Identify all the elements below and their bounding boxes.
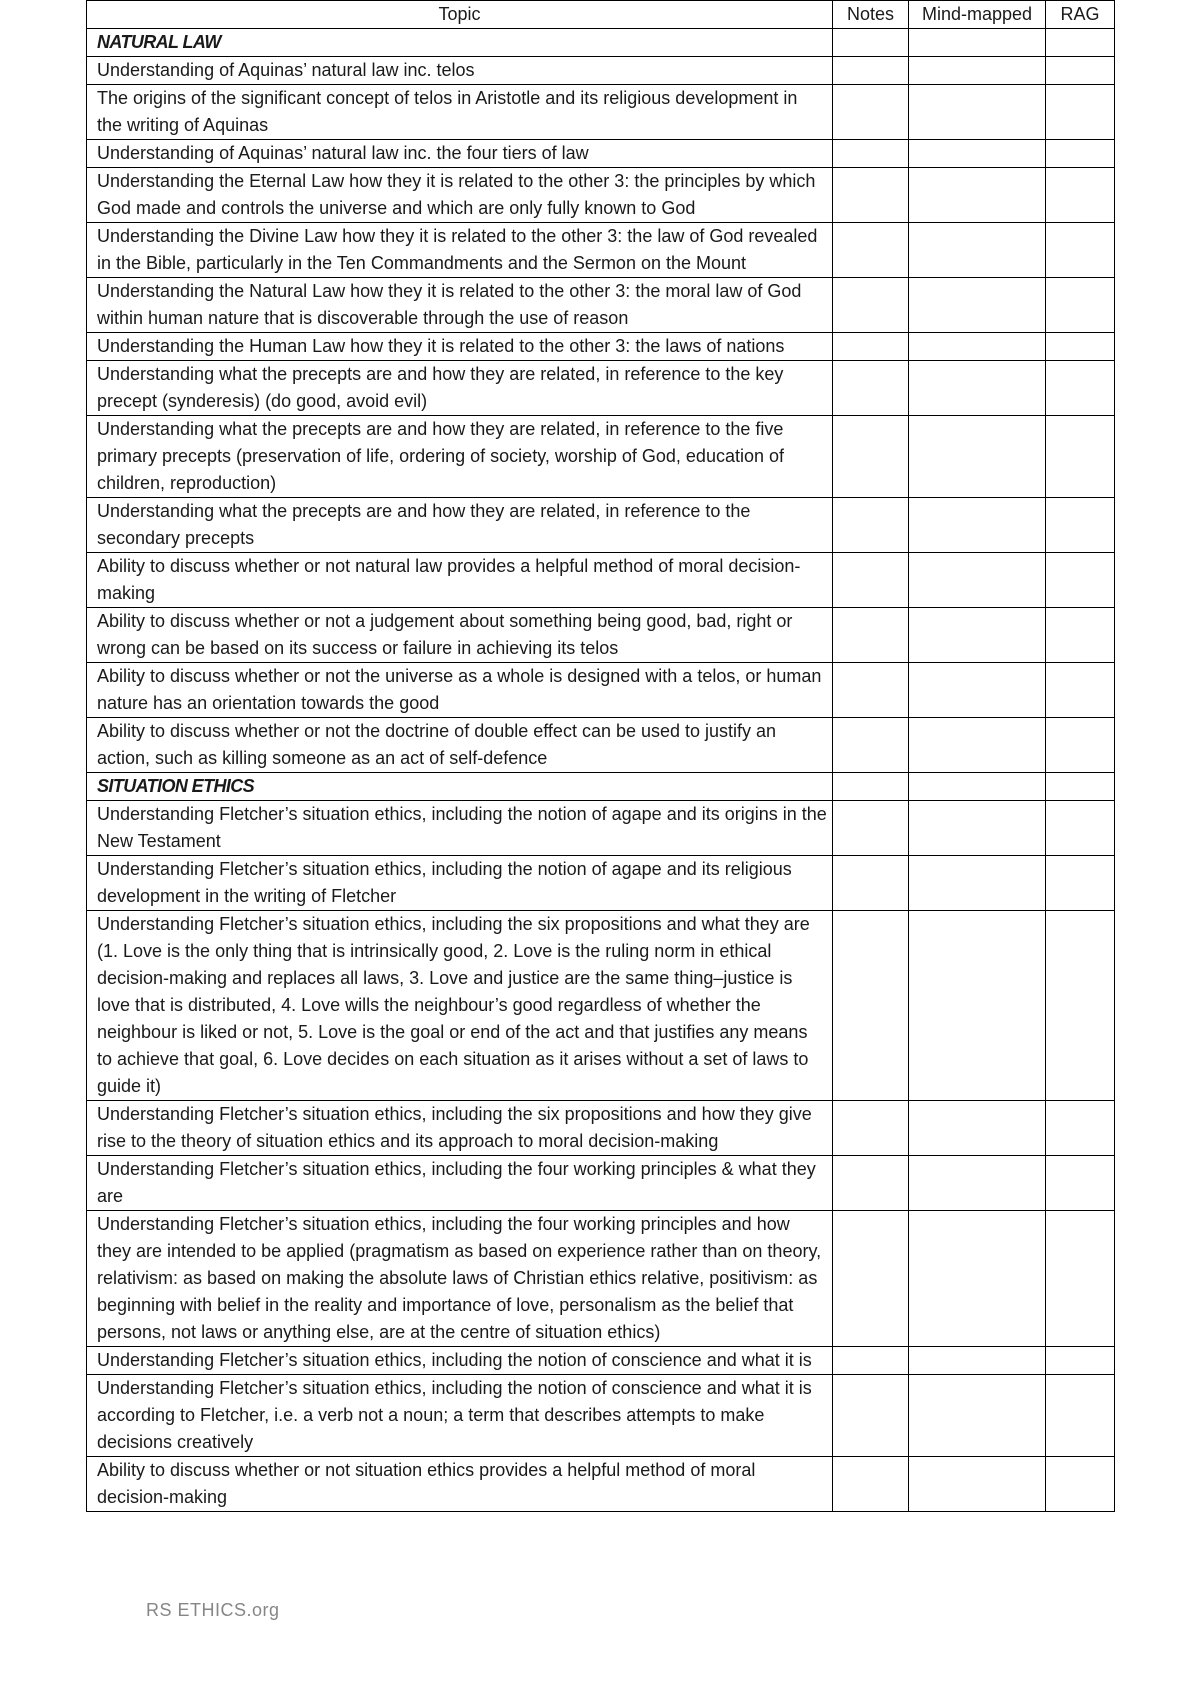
topic-text: Understanding Fletcher’s situation ethics, including the notion of conscience and what it is — [87, 1347, 833, 1375]
rag-cell[interactable] — [1046, 718, 1115, 773]
notes-cell[interactable] — [833, 663, 909, 718]
notes-cell[interactable] — [833, 85, 909, 140]
topic-row — [87, 168, 1115, 223]
topic-text: Understanding Fletcher’s situation ethics, including the six propositions and how they give rise to the theory of situation ethics and its approach to moral decision-making — [87, 1101, 833, 1156]
header-notes: Notes — [833, 1, 909, 29]
notes-cell[interactable] — [833, 140, 909, 168]
topic-text: Understanding Fletcher’s situation ethics, including the notion of agape and its religious development in the writing of Fletcher — [87, 856, 833, 911]
header-topic: Topic — [87, 1, 833, 29]
mind-mapped-cell[interactable] — [909, 57, 1046, 85]
rag-cell[interactable] — [1046, 29, 1115, 57]
notes-cell[interactable] — [833, 1211, 909, 1347]
mind-mapped-cell[interactable] — [909, 718, 1046, 773]
mind-mapped-cell[interactable] — [909, 1375, 1046, 1457]
topic-row — [87, 608, 1115, 663]
notes-cell[interactable] — [833, 278, 909, 333]
topic-text: Ability to discuss whether or not natural law provides a helpful method of moral decision-making — [87, 553, 833, 608]
rag-cell[interactable] — [1046, 361, 1115, 416]
topic-row — [87, 278, 1115, 333]
rag-cell[interactable] — [1046, 333, 1115, 361]
rag-cell[interactable] — [1046, 911, 1115, 1101]
mind-mapped-cell[interactable] — [909, 773, 1046, 801]
mind-mapped-cell[interactable] — [909, 856, 1046, 911]
notes-cell[interactable] — [833, 333, 909, 361]
notes-cell[interactable] — [833, 223, 909, 278]
rag-cell[interactable] — [1046, 1375, 1115, 1457]
mind-mapped-cell[interactable] — [909, 801, 1046, 856]
topic-row — [87, 416, 1115, 498]
rag-cell[interactable] — [1046, 85, 1115, 140]
topic-text: Understanding the Eternal Law how they it is related to the other 3: the principles by which God made and controls the universe and which are only fully known to God — [87, 168, 833, 223]
notes-cell[interactable] — [833, 29, 909, 57]
notes-cell[interactable] — [833, 608, 909, 663]
topic-row — [87, 498, 1115, 553]
topic-row — [87, 1211, 1115, 1347]
topic-text: Understanding what the precepts are and how they are related, in reference to the five primary precepts (preservation of life, ordering of society, worship of God, education of children, reproduction) — [87, 416, 833, 498]
notes-cell[interactable] — [833, 57, 909, 85]
mind-mapped-cell[interactable] — [909, 1457, 1046, 1512]
notes-cell[interactable] — [833, 911, 909, 1101]
rag-cell[interactable] — [1046, 498, 1115, 553]
mind-mapped-cell[interactable] — [909, 333, 1046, 361]
topic-text: Understanding of Aquinas’ natural law inc. the four tiers of law — [87, 140, 833, 168]
topic-row — [87, 1375, 1115, 1457]
topic-row — [87, 223, 1115, 278]
topic-text: Ability to discuss whether or not the universe as a whole is designed with a telos, or human nature has an orientation towards the good — [87, 663, 833, 718]
topic-text: Understanding Fletcher’s situation ethics, including the four working principles and how they are intended to be applied (pragmatism as based on experience rather than on theory, relativism: as based on making the absolute laws of Christian ethics relative, positivism: as beginning with belief in the reality and importance of love, personalism as the belief that persons, not laws or anything else, are at the centre of situation ethics) — [87, 1211, 833, 1347]
footer-overlay-text: RS ETHICS.org — [146, 1600, 280, 1620]
topic-row — [87, 57, 1115, 85]
topic-text: Understanding the Human Law how they it is related to the other 3: the laws of nations — [87, 333, 833, 361]
rag-cell[interactable] — [1046, 801, 1115, 856]
topic-row — [87, 1347, 1115, 1375]
topic-text: Understanding of Aquinas’ natural law inc. telos — [87, 57, 833, 85]
notes-cell[interactable] — [833, 1457, 909, 1512]
rag-cell[interactable] — [1046, 278, 1115, 333]
rag-cell[interactable] — [1046, 168, 1115, 223]
topic-row — [87, 911, 1115, 1101]
header-mind-mapped: Mind-mapped — [909, 1, 1046, 29]
topic-checklist-table — [86, 0, 1115, 1512]
checklist-body — [87, 29, 1115, 1512]
topic-text: Understanding Fletcher’s situation ethics, including the notion of conscience and what it is according to Fletcher, i.e. a verb not a noun; a term that describes attempts to make decisions creatively — [87, 1375, 833, 1457]
topic-row — [87, 1457, 1115, 1512]
rag-cell[interactable] — [1046, 773, 1115, 801]
mind-mapped-cell[interactable] — [909, 608, 1046, 663]
header-rag: RAG — [1046, 1, 1115, 29]
section-row — [87, 773, 1115, 801]
rag-cell[interactable] — [1046, 1156, 1115, 1211]
rag-cell[interactable] — [1046, 140, 1115, 168]
topic-row — [87, 856, 1115, 911]
notes-cell[interactable] — [833, 718, 909, 773]
mind-mapped-cell[interactable] — [909, 553, 1046, 608]
topic-text: Understanding the Divine Law how they it is related to the other 3: the law of God revealed in the Bible, particularly in the Ten Commandments and the Sermon on the Mount — [87, 223, 833, 278]
topic-row — [87, 1101, 1115, 1156]
topic-row — [87, 718, 1115, 773]
notes-cell[interactable] — [833, 168, 909, 223]
mind-mapped-cell[interactable] — [909, 29, 1046, 57]
notes-cell[interactable] — [833, 1375, 909, 1457]
notes-cell[interactable] — [833, 773, 909, 801]
topic-text: Ability to discuss whether or not the doctrine of double effect can be used to justify an action, such as killing someone as an act of self-defence — [87, 718, 833, 773]
rag-cell[interactable] — [1046, 1347, 1115, 1375]
topic-row — [87, 140, 1115, 168]
topic-row — [87, 333, 1115, 361]
notes-cell[interactable] — [833, 1101, 909, 1156]
mind-mapped-cell[interactable] — [909, 85, 1046, 140]
topic-text: The origins of the significant concept of telos in Aristotle and its religious development in the writing of Aquinas — [87, 85, 833, 140]
rag-cell[interactable] — [1046, 608, 1115, 663]
mind-mapped-cell[interactable] — [909, 168, 1046, 223]
topic-text: Understanding what the precepts are and how they are related, in reference to the secondary precepts — [87, 498, 833, 553]
rag-cell[interactable] — [1046, 1457, 1115, 1512]
mind-mapped-cell[interactable] — [909, 498, 1046, 553]
rag-cell[interactable] — [1046, 416, 1115, 498]
mind-mapped-cell[interactable] — [909, 1101, 1046, 1156]
topic-row — [87, 361, 1115, 416]
topic-text: Understanding Fletcher’s situation ethics, including the six propositions and what they are (1. Love is the only thing that is intrinsically good, 2. Love is the ruling norm in ethical decision-making and replaces all laws, 3. Love and justice are the same thing–justice is love that is distributed, 4. Love wills the neighbour’s good regardless of whether the neighbour is liked or not, 5. Love is the goal or end of the act and that justifies any means to achieve that goal, 6. Love decides on each situation as it arises without a set of laws to guide it) — [87, 911, 833, 1101]
notes-cell[interactable] — [833, 361, 909, 416]
mind-mapped-cell[interactable] — [909, 1347, 1046, 1375]
notes-cell[interactable] — [833, 1347, 909, 1375]
rag-cell[interactable] — [1046, 663, 1115, 718]
topic-row — [87, 801, 1115, 856]
rag-cell[interactable] — [1046, 223, 1115, 278]
topic-row — [87, 85, 1115, 140]
mind-mapped-cell[interactable] — [909, 361, 1046, 416]
section-row — [87, 29, 1115, 57]
mind-mapped-cell[interactable] — [909, 278, 1046, 333]
topic-row — [87, 1156, 1115, 1211]
rag-cell[interactable] — [1046, 856, 1115, 911]
topic-text: Understanding what the precepts are and how they are related, in reference to the key precept (synderesis) (do good, avoid evil) — [87, 361, 833, 416]
topic-text: Ability to discuss whether or not situation ethics provides a helpful method of moral decision-making — [87, 1457, 833, 1512]
mind-mapped-cell[interactable] — [909, 911, 1046, 1101]
section-title: NATURAL LAW — [87, 29, 833, 57]
notes-cell[interactable] — [833, 416, 909, 498]
notes-cell[interactable] — [833, 1156, 909, 1211]
rag-cell[interactable] — [1046, 1101, 1115, 1156]
notes-cell[interactable] — [833, 553, 909, 608]
topic-text: Ability to discuss whether or not a judgement about something being good, bad, right or wrong can be based on its success or failure in achieving its telos — [87, 608, 833, 663]
section-title: SITUATION ETHICS — [87, 773, 833, 801]
topic-row — [87, 553, 1115, 608]
mind-mapped-cell[interactable] — [909, 663, 1046, 718]
mind-mapped-cell[interactable] — [909, 223, 1046, 278]
topic-text: Understanding the Natural Law how they it is related to the other 3: the moral law of God within human nature that is discoverable through the use of reason — [87, 278, 833, 333]
rag-cell[interactable] — [1046, 553, 1115, 608]
notes-cell[interactable] — [833, 801, 909, 856]
rag-cell[interactable] — [1046, 1211, 1115, 1347]
mind-mapped-cell[interactable] — [909, 140, 1046, 168]
mind-mapped-cell[interactable] — [909, 1156, 1046, 1211]
rag-cell[interactable] — [1046, 57, 1115, 85]
header-row — [87, 1, 1115, 29]
notes-cell[interactable] — [833, 856, 909, 911]
notes-cell[interactable] — [833, 498, 909, 553]
topic-text: Understanding Fletcher’s situation ethics, including the notion of agape and its origins in the New Testament — [87, 801, 833, 856]
topic-row — [87, 663, 1115, 718]
mind-mapped-cell[interactable] — [909, 416, 1046, 498]
topic-text: Understanding Fletcher’s situation ethics, including the four working principles & what they are — [87, 1156, 833, 1211]
mind-mapped-cell[interactable] — [909, 1211, 1046, 1347]
